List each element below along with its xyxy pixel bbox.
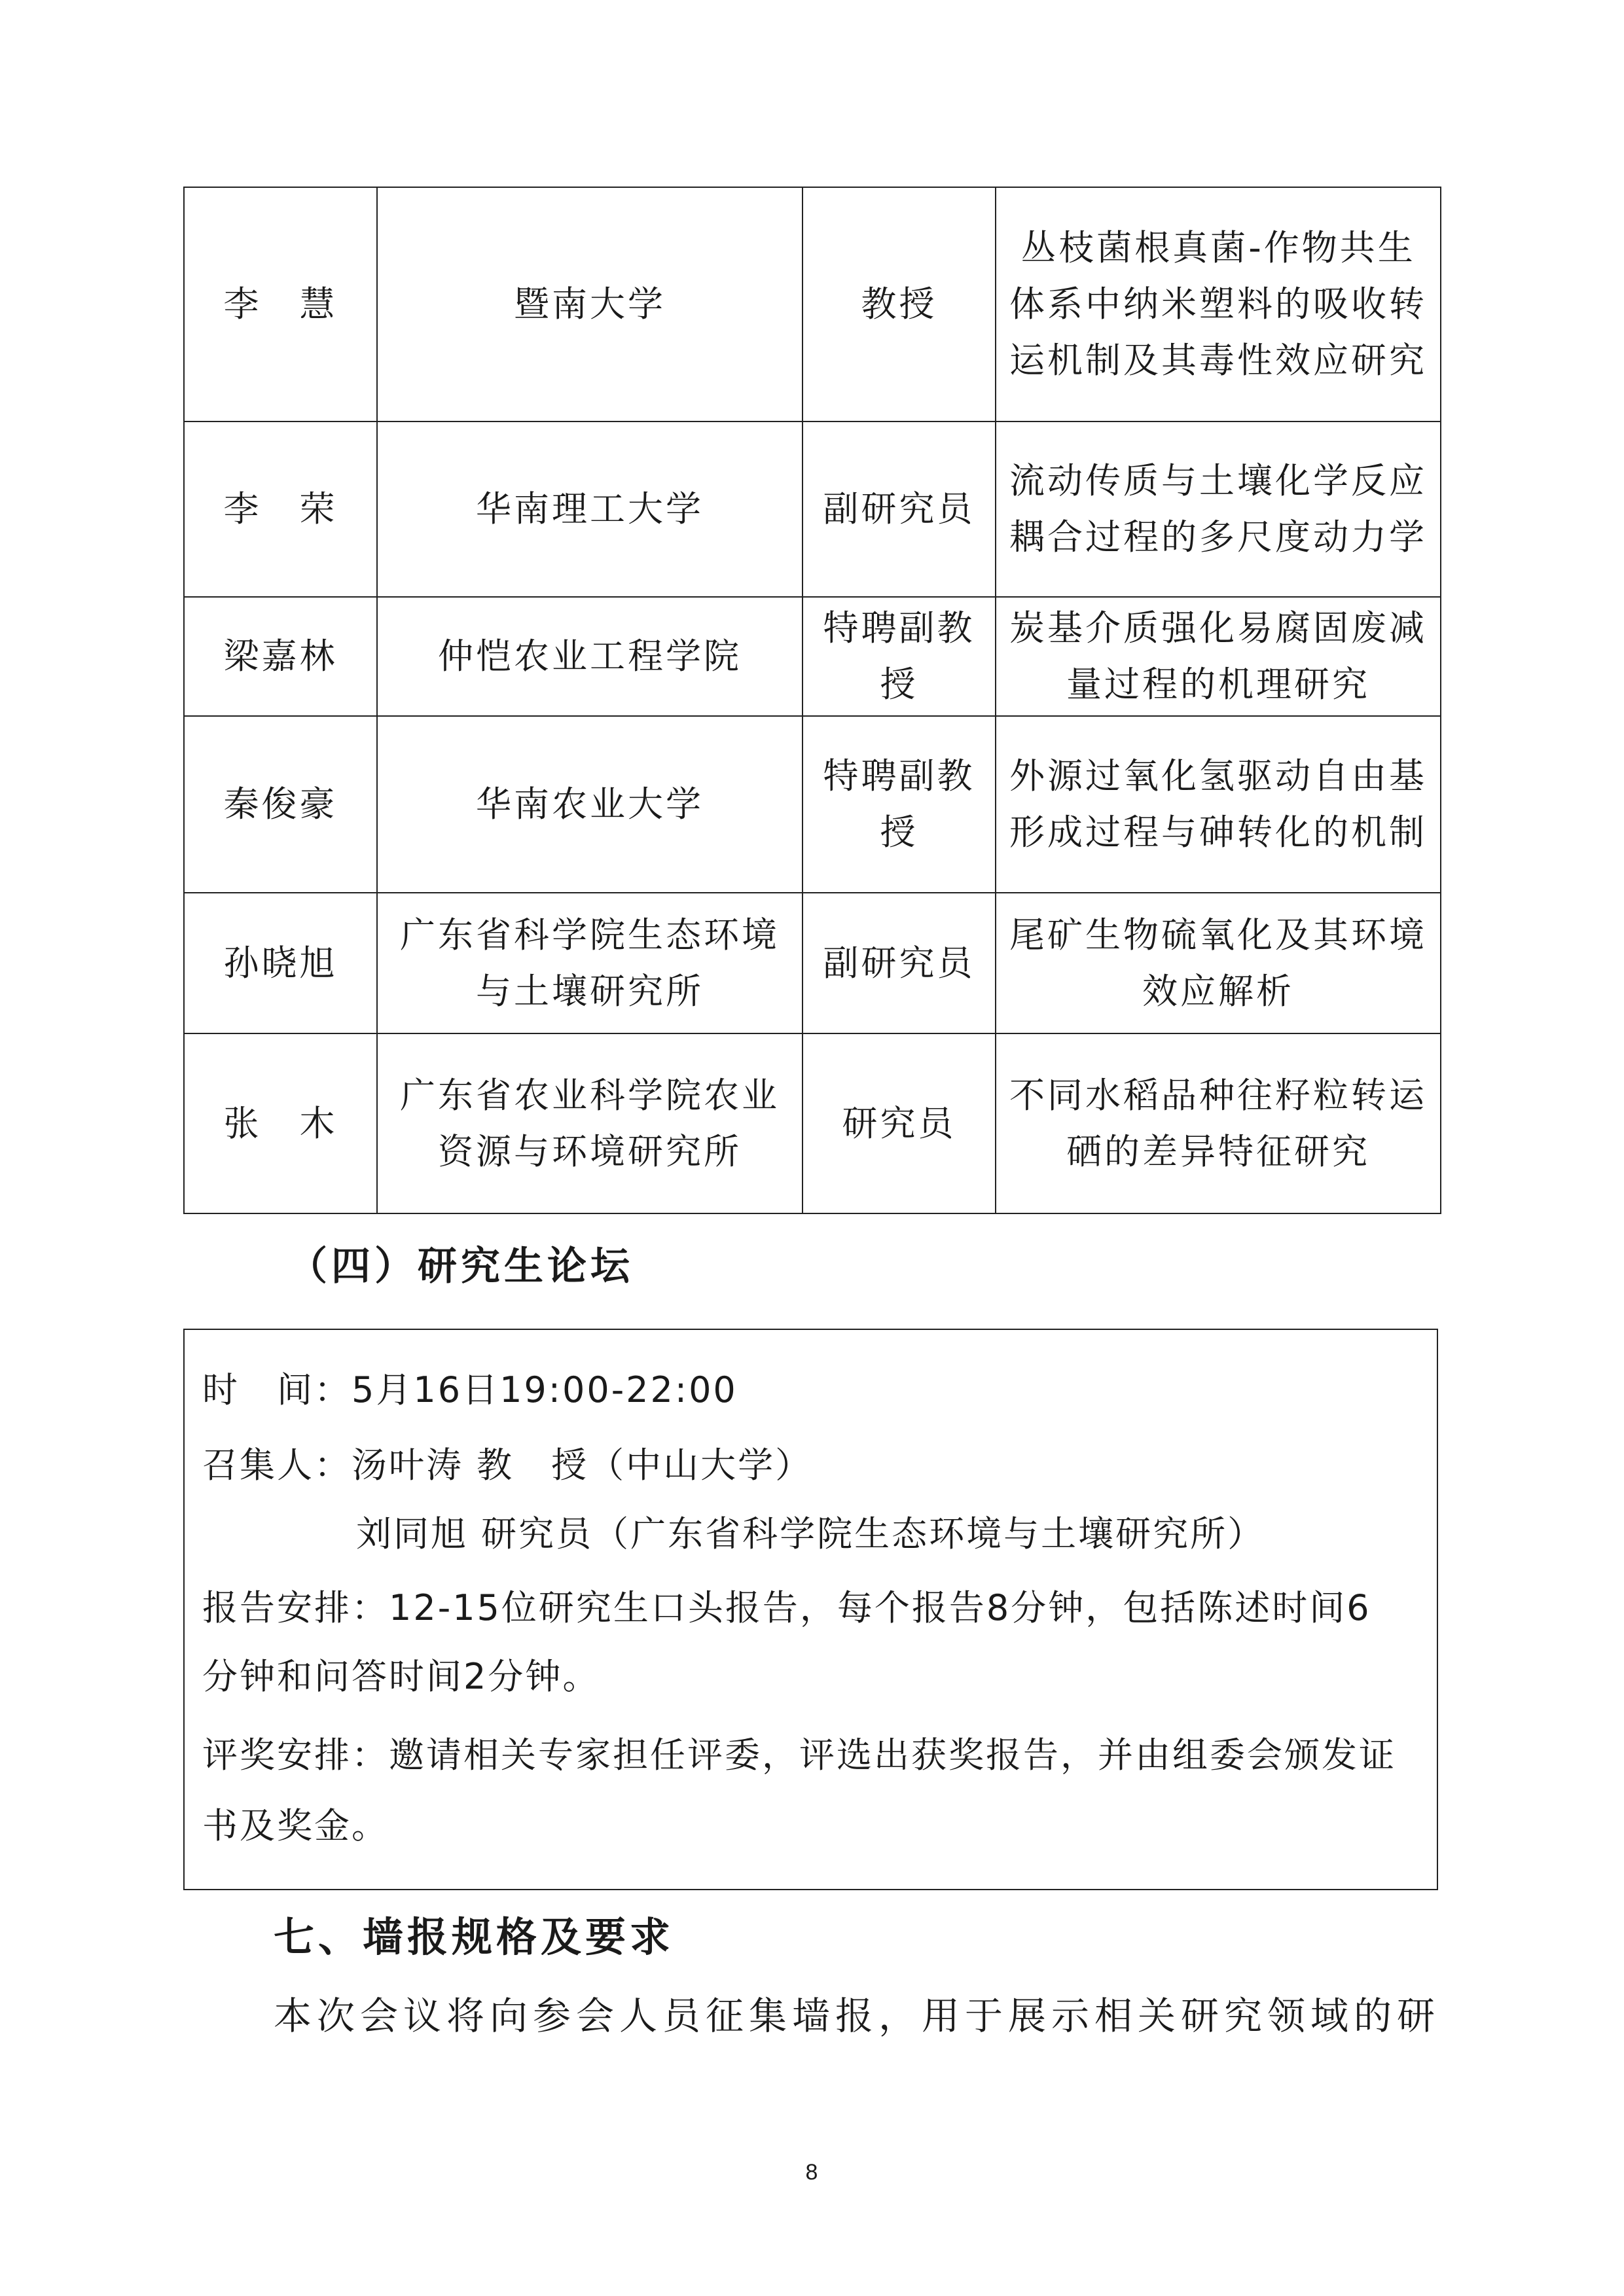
expert-topic: 外源过氧化氢驱动自由基形成过程与砷转化的机制 bbox=[996, 716, 1441, 893]
expert-name: 张 木 bbox=[184, 1033, 377, 1213]
expert-name: 李 荣 bbox=[184, 422, 377, 597]
expert-title: 特聘副教授 bbox=[803, 716, 996, 893]
table-row bbox=[184, 716, 1441, 893]
expert-institution: 广东省农业科学院农业资源与环境研究所 bbox=[377, 1033, 803, 1213]
table-row bbox=[184, 422, 1441, 597]
expert-institution: 华南农业大学 bbox=[377, 716, 803, 893]
forum-info-box bbox=[183, 1329, 1438, 1890]
poster-section-heading: 七、墙报规格及要求 bbox=[274, 1913, 675, 1961]
expert-institution: 仲恺农业工程学院 bbox=[377, 597, 803, 716]
forum-convener-2: 刘同旭 研究员（广东省科学院生态环境与土壤研究所） bbox=[356, 1513, 1265, 1554]
expert-institution: 暨南大学 bbox=[377, 187, 803, 422]
expert-institution: 华南理工大学 bbox=[377, 422, 803, 597]
expert-topic: 炭基介质强化易腐固废减量过程的机理研究 bbox=[996, 597, 1441, 716]
table-row bbox=[184, 893, 1441, 1033]
expert-topic: 尾矿生物硫氧化及其环境效应解析 bbox=[996, 893, 1441, 1033]
forum-heading: （四）研究生论坛 bbox=[288, 1244, 634, 1289]
forum-award-arrangement-cont: 书及奖金。 bbox=[202, 1805, 389, 1846]
table-row bbox=[184, 1033, 1441, 1213]
expert-title: 副研究员 bbox=[803, 422, 996, 597]
expert-name: 李 慧 bbox=[184, 187, 377, 422]
expert-title: 副研究员 bbox=[803, 893, 996, 1033]
forum-convener-1: 召集人：汤叶涛 教 授（中山大学） bbox=[202, 1444, 813, 1486]
forum-time: 时 间：5月16日19:00-22:00 bbox=[202, 1369, 738, 1410]
forum-award-arrangement: 评奖安排：邀请相关专家担任评委，评选出获奖报告，并由组委会颁发证 bbox=[202, 1734, 1396, 1776]
expert-name: 孙晓旭 bbox=[184, 893, 377, 1033]
experts-table bbox=[183, 187, 1441, 1214]
expert-topic: 丛枝菌根真菌-作物共生体系中纳米塑料的吸收转运机制及其毒性效应研究 bbox=[996, 187, 1441, 422]
page-number: 8 bbox=[805, 2160, 818, 2185]
expert-topic: 流动传质与土壤化学反应耦合过程的多尺度动力学 bbox=[996, 422, 1441, 597]
expert-title: 研究员 bbox=[803, 1033, 996, 1213]
expert-name: 梁嘉林 bbox=[184, 597, 377, 716]
expert-topic: 不同水稻品种往籽粒转运硒的差异特征研究 bbox=[996, 1033, 1441, 1213]
poster-section-intro: 本次会议将向参会人员征集墙报，用于展示相关研究领域的研 bbox=[274, 1994, 1441, 2038]
expert-name: 秦俊豪 bbox=[184, 716, 377, 893]
table-row bbox=[184, 187, 1441, 422]
forum-report-arrangement-cont: 分钟和问答时间2分钟。 bbox=[202, 1656, 600, 1697]
forum-report-arrangement: 报告安排：12-15位研究生口头报告，每个报告8分钟，包括陈述时间6 bbox=[202, 1587, 1371, 1628]
expert-institution: 广东省科学院生态环境与土壤研究所 bbox=[377, 893, 803, 1033]
table-row bbox=[184, 597, 1441, 716]
expert-title: 特聘副教授 bbox=[803, 597, 996, 716]
expert-title: 教授 bbox=[803, 187, 996, 422]
